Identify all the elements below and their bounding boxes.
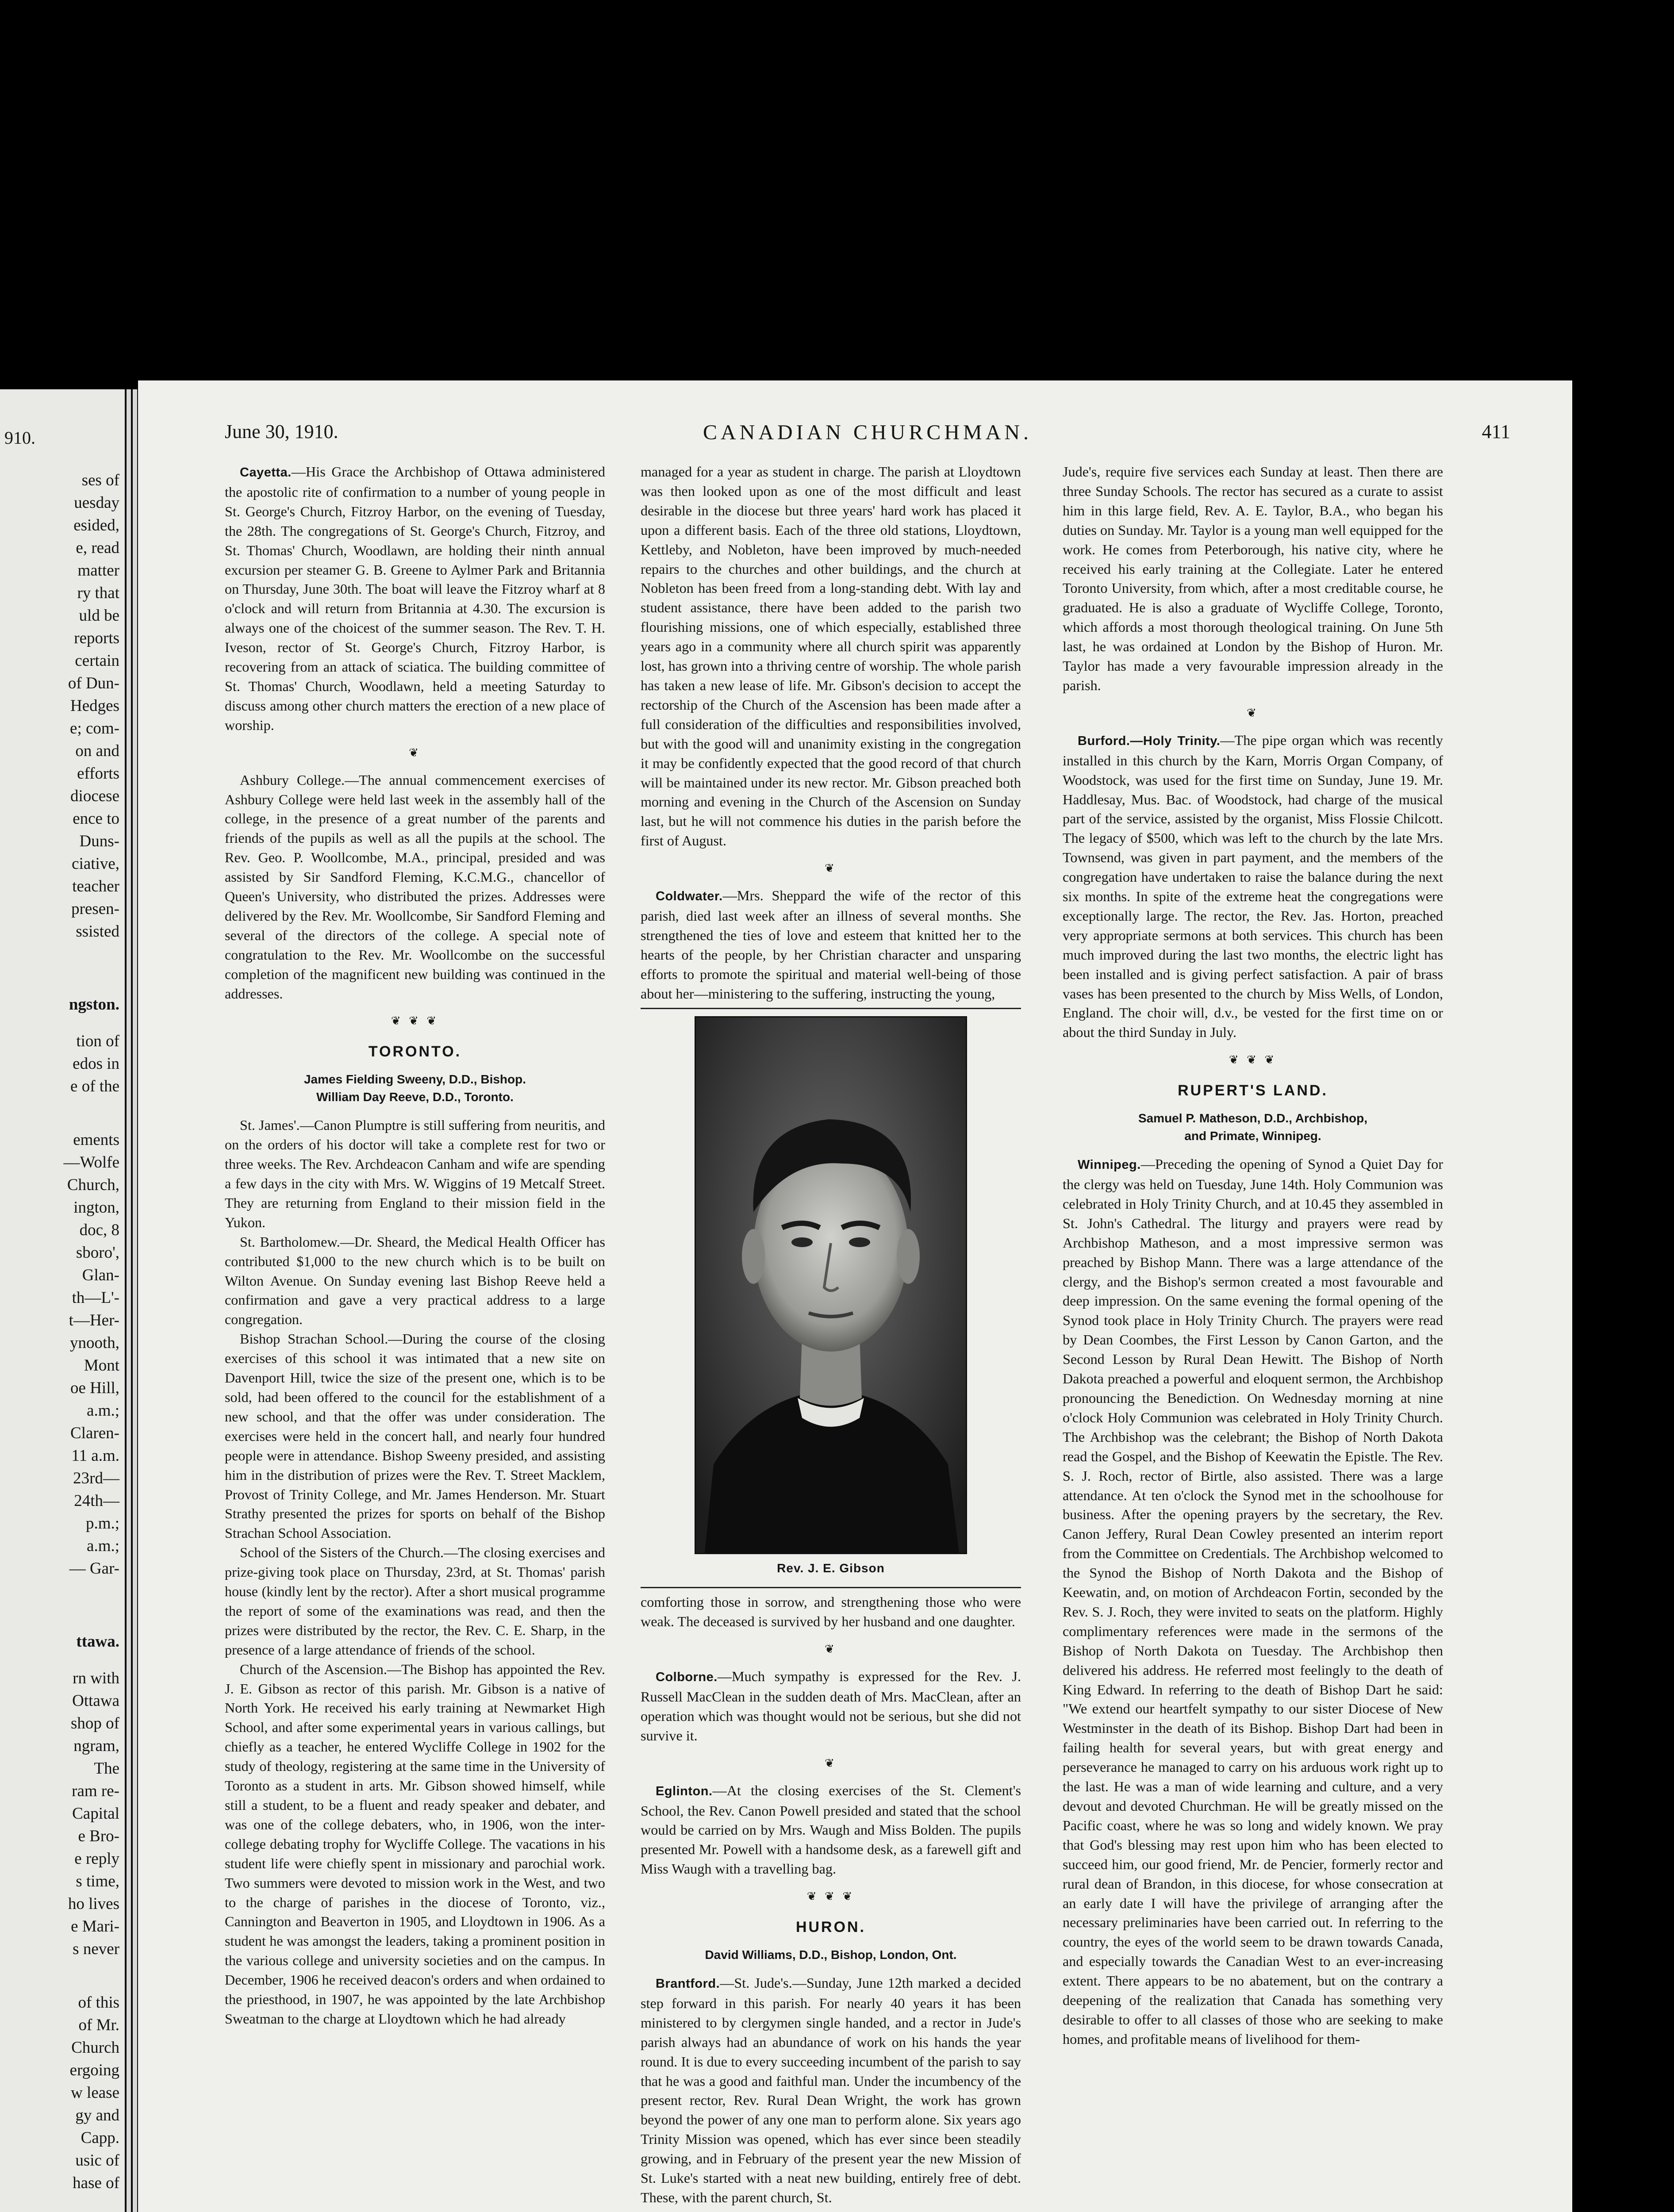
left-page-text-line: e, read — [76, 539, 119, 557]
column-2 — [641, 462, 1021, 2212]
left-page-text-line: ements — [73, 1131, 119, 1149]
separator-ornament: ❦ — [825, 1756, 837, 1770]
separator-ornament: ❦ — [825, 1643, 837, 1656]
left-page-text-line: The — [94, 1759, 119, 1778]
article-coldwater-continued: comforting those in sorrow, and strengthening those who were weak. The deceased is survived by her husband and one daughter. — [641, 1594, 1021, 1630]
left-page-lines-e — [0, 1991, 125, 2194]
bishop-heading-toronto: James Fielding Sweeny, D.D., Bishop. William Day Reeve, D.D., Toronto. — [303, 1072, 526, 1104]
left-page-text-line: rn with — [73, 1669, 119, 1687]
left-page-text-line: of this — [78, 1993, 119, 2012]
separator-ornament: ❦ — [1247, 706, 1259, 719]
left-page-text-line: ciative, — [72, 855, 119, 873]
left-page-text-line: p.m.; — [85, 1514, 119, 1532]
page-gutter — [125, 389, 138, 2212]
left-page-lines-d — [0, 1667, 125, 1960]
left-page-lines-c — [0, 1129, 125, 1580]
article-bishop-strachan-school: Bishop Strachan School.—During the course of the closing exercises of this school it was intimated that a new site on Davenport Hill, twice the size of the present one, which is to be sold, had been offered to the council for the establishment of a new school, and that the offer was under consideration. The exercises were held in the concert hall, and nearly four hundred people were in attendance. Bishop Sweeny presided, and assisting him in the distribution of prizes were the Rev. T. Street Macklem, Provost of Trinity College, and Mr. James Henderson. Mr. Stuart Strathy presented the prizes for sports on behalf of the Bishop Strachan School Association. — [225, 1331, 605, 1541]
left-page-text-line: shop of — [71, 1714, 119, 1732]
left-page-text-line: Capp. — [81, 2129, 119, 2147]
left-page-text-line: — Gar- — [69, 1559, 119, 1578]
left-page-text-line: uesday — [74, 494, 119, 512]
article-eglinton: Eglinton.—At the closing exercises of the St. Clement's School, the Rev. Canon Powell presided and stated that the school would be carried on by Mrs. Waugh and Miss Bolden. The pupils presented Mr. Powell with a handsome desk, as a farewell gift and Miss Waugh with a travelling bag. — [641, 1782, 1021, 1877]
left-page-lines-b — [0, 1030, 125, 1098]
left-page-text-line: certain — [75, 652, 119, 670]
left-page-text-line: reports — [74, 629, 119, 647]
left-page-text-line: ses of — [81, 471, 119, 489]
article-coldwater: Coldwater.—Mrs. Sheppard the wife of the rector of this parish, died last week after an illness of several months. She strengthened the ties of love and esteem that knitted her to the hearts of the people, by her Christian character and unsparing efforts to promote the spiritual and material well-being of those about her—ministering to the suffering, instructing the young, — [641, 887, 1021, 1002]
article-sisters-of-the-church: School of the Sisters of the Church.—The closing exercises and prize-giving took place on Thursday, 23rd, at St. Thomas' parish house (kindly lent by the rector). After a short musical programme the report of some of the examinations was read, and then the prizes were distributed by the rector, the Rev. C. E. Sharp, in the presence of a large attendance of friends of the school. — [225, 1544, 605, 1658]
separator-ornament: ❦ — [409, 746, 421, 759]
header-page-number: 411 — [1482, 421, 1510, 442]
article-brantford-continued: Jude's, require five services each Sunday at least. Then there are three Sunday Schools. The rector has secured as a curate to assist him in this large field, Rev. A. E. Taylor, B.A., who began his duties on Sunday. Mr. Taylor is a young man well equipped for the work. He comes from Peterborough, his native city, where he received his early training at the Collegiate. Later he entered Toronto University, from which, after a most creditable course, he graduated. He is also a graduate of Wycliffe College, Toronto, which affords a most thorough theological training. On June 5th last, he was ordained at London by the Bishop of Huron. Mr. Taylor has made a very favourable impression already in the parish. — [1063, 464, 1443, 693]
left-page-text-line: e reply — [74, 1850, 119, 1868]
left-page-text-line: matter — [77, 561, 119, 580]
gutter-rule-right — [133, 389, 137, 2212]
left-page-text-line: esided, — [73, 516, 119, 534]
article-st-james: St. James'.—Canon Plumptre is still suffering from neuritis, and on the orders of his doctor will take a complete rest for two or three weeks. The Rev. Archdeacon Canham and wife are spending a few days in the city with Mrs. W. Wiggins of 19 Metcalf Street. They are returning from England to their mission field in the Yukon. — [225, 1117, 605, 1230]
left-page-text-line: Capital — [72, 1805, 119, 1823]
left-page-text-line: ence to — [73, 810, 119, 828]
bishop-heading-ruperts-land: Samuel P. Matheson, D.D., Archbishop, and Primate, Winnipeg. — [1138, 1111, 1368, 1143]
left-page-text-line: presen- — [71, 900, 119, 918]
left-page-text-line: ington, — [73, 1198, 119, 1217]
portrait-illustration — [696, 1018, 966, 1553]
left-page-text-line: e Mari- — [71, 1917, 119, 1936]
left-page-text-line: e Bro- — [78, 1827, 119, 1845]
left-page-text-line: t—Her- — [69, 1311, 119, 1329]
article-burford: Burford.—Holy Trinity.—The pipe organ which was recently installed in this church by the Karn, Morris Organ Company, of Woodstock, was used for the first time on Sunday, June 19. Mr. Haddlesay, Mus. Bac. of Woodstock, had charge of the musical part of the service, assisted by the organist, Miss Flossie Chilcott. The legacy of $500, which was left to the church by the late Mrs. Townsend, was given in part payment, and the members of the congregation have undertaken to raise the balance during the next six months. In spite of the extreme heat the congregations were exceptionally large. The rector, the Rev. Jas. Horton, preached very appropriate sermons at both services. This church has been much improved during the last two months, the electric light has been installed and is giving perfect satisfaction. A pair of brass vases has been presented to the church by Miss Wells, of London, England. The choir will, d.v., be vested for the first time on or about the third Sunday in July. — [1063, 732, 1443, 1041]
left-page-text-line: Duns- — [79, 832, 119, 850]
left-page-text-line: on and — [75, 742, 119, 760]
left-page-year: 910. — [4, 428, 35, 448]
left-page-text-line: teacher — [72, 877, 119, 895]
left-page-text-line: of Mr. — [78, 2016, 119, 2034]
article-cayetta: Cayetta.—His Grace the Archbishop of Ottawa administered the apostolic rite of confirmation to a number of young people in St. George's Church, Fitzroy Harbor, on the evening of Tuesday, the 28th. The congregations of St. George's Church, Fitzroy, and St. Thomas' Church, Woodlawn, are holding their ninth annual excursion per steamer G. B. Greene to Aylmer Park and Britannia on Thursday, June 30th. The boat will leave the Fitzroy wharf at 8 o'clock and will return from Britannia at 4.30. The excursion is always one of the choicest of the summer season. The Rev. T. H. Iveson, rector of St. George's Church, Fitzroy Harbor, is recovering from an attack of sciatica. The building committee of St. Thomas' Church, Woodlawn, held a meeting Saturday to discuss among other church matters the erection of a new place of worship. — [225, 464, 605, 733]
article-brantford: Brantford.—St. Jude's.—Sunday, June 12th marked a decided step forward in this parish. For nearly 40 years it has been ministered to by clergymen single handed, and a rector in Jude's parish always had an abundance of work on his hands the year round. It is due to every succeeding incumbent of the parish to say that he was a good and faithful man. Under the incumbency of the present rector, Rev. Rural Dean Wright, the work has grown beyond the power of any one man to perform alone. Six years ago Trinity Mission was opened, which has ever since been steadily growing, and in February of the present year the new Mission of St. Luke's started with a neat new building, entirely free of debt. These, with the parent church, St. — [641, 1974, 1021, 2205]
separator-ornament: ❦ — [825, 862, 837, 875]
header-date: June 30, 1910. — [225, 421, 338, 442]
column-3 — [1063, 462, 1443, 2212]
left-page-text-line: 23rd— — [73, 1469, 119, 1487]
section-heading-toronto: TORONTO. — [368, 1043, 462, 1060]
section-heading-huron: HURON. — [795, 1919, 866, 1936]
left-page-lines-a — [0, 469, 125, 943]
article-ascension-continued: managed for a year as student in charge. The parish at Lloydtown was then looked upon as one of the most difficult and least desirable in the diocese but three years' hard work has placed it upon a different basis. Each of the three old stations, Lloydtown, Kettleby, and Nobleton, have been improved by much-needed repairs to the churches and other buildings, and the church at Nobleton has been freed from a long-standing debt. With lay and student assistance, there have been added to the parish two flourishing missions, one of which especially, established three years ago in a community where all church spirit was apparently lost, has grown into a thriving centre of worship. The whole parish has taken a new lease of life. Mr. Gibson's decision to accept the rectorship of the Church of the Ascension has been made after a full consideration of the difficulties and responsibilities involved, but with the good will and unanimity existing in the congregation it may be confidently expected that the good record of that church will be maintained under its new rector. Mr. Gibson preached both morning and evening in the Church of the Ascension on Sunday last, but he will not commence his duties in the parish before the first of August. — [641, 464, 1021, 849]
portrait-photo — [695, 1016, 967, 1554]
left-page-text-line: ngram, — [73, 1737, 119, 1755]
left-page-text-line: Church, — [67, 1176, 119, 1194]
divider-line — [641, 1008, 1021, 1009]
newspaper-page — [138, 380, 1572, 2212]
separator-triple: ❦ ❦ ❦ — [806, 1890, 855, 1903]
left-page-text-line: —Wolfe — [63, 1153, 119, 1171]
portrait-caption: Rev. J. E. Gibson — [777, 1561, 885, 1575]
left-page-text-line: 24th— — [74, 1492, 119, 1510]
left-page-text-line: e; com- — [70, 719, 119, 737]
left-page-text-line: uld be — [79, 607, 119, 625]
left-page-text-line: gy and — [75, 2106, 119, 2124]
left-page-text-line: diocese — [70, 787, 119, 805]
left-page-text-line: ho lives — [68, 1895, 119, 1913]
left-page-text-line: a.m.; — [87, 1537, 119, 1555]
header-title: CANADIAN CHURCHMAN. — [703, 421, 1033, 444]
article-church-of-ascension: Church of the Ascension.—The Bishop has appointed the Rev. J. E. Gibson as rector of this parish. Mr. Gibson is a native of North York. He received his early training at Newmarket High School, and after some experimental years in various callings, but chiefly as a teacher, he entered Wycliffe College in 1902 for the study of theology, registering at the same time in the University of Toronto as a student in arts. Mr. Gibson showed himself, while still a student, to be a fluent and ready speaker and debater, and was one of the college debaters, who, in 1906, won the inter-college debating trophy for Wycliffe College. The vacations in his student life were chiefly spent in missionary and parochial work. Two summers were devoted to mission work in the West, and two to the charge of parishes in the diocese of Toronto, viz., Cannington and Beaverton in 1905, and Lloydtown in 1906. As a student he was amongst the leaders, taking a prominent position in the various college and university societies and on the campus. In December, 1906 he received deacon's orders and when ordained to the priesthood, in 1907, he was appointed by the late Archbishop Sweatman to the charge at Lloydtown which he had already — [225, 1661, 605, 2027]
left-adjacent-page — [0, 389, 125, 2212]
left-page-text-line: Hedges — [70, 697, 119, 715]
left-page-text-line: e of the — [70, 1077, 119, 1095]
article-ashbury-college: Ashbury College.—The annual commencement exercises of Ashbury College were held last week in the assembly hall of the college, in the presence of a great number of the parents and friends of the pupils as well as all the pupils at the school. The Rev. Geo. P. Woollcombe, M.A., principal, presided and was assisted by Sir Sandford Fleming, K.C.M.G., chancellor of Queen's University, who distributed the prizes. Addresses were delivered by the Rev. Mr. Woollcombe, Sir Sandford Fleming and several of the directors of the college. A special note of congratulation to the Rev. Mr. Woollcombe on the successful completion of the magnificent new building was continued in the addresses. — [225, 772, 605, 1002]
left-page-heading-kingston: ngston. — [69, 995, 119, 1014]
left-page-text-line: a.m.; — [87, 1402, 119, 1420]
left-page-text-line: sboro', — [76, 1244, 119, 1262]
left-page-text-line: ram re- — [72, 1782, 119, 1800]
page-header — [225, 420, 1510, 451]
left-page-text-line: Claren- — [70, 1424, 119, 1442]
left-page-text-line: oe Hill, — [70, 1379, 119, 1397]
left-page-text-line: s never — [73, 1940, 119, 1958]
gutter-rule-left — [127, 389, 131, 2212]
left-page-text-line: w lease — [71, 2084, 119, 2102]
left-page-text-line: th—L'- — [72, 1289, 119, 1307]
left-page-text-line: of Dun- — [68, 674, 119, 692]
left-page-text-line: hase of — [73, 2174, 119, 2192]
separator-triple: ❦ ❦ ❦ — [1229, 1053, 1277, 1067]
column-1 — [225, 462, 605, 2212]
left-page-text-line: s time, — [76, 1872, 119, 1890]
left-page-text-line: tion of — [76, 1032, 119, 1050]
left-page-heading-ottawa: ttawa. — [76, 1632, 119, 1651]
bishop-heading-huron: David Williams, D.D., Bishop, London, Ont. — [705, 1947, 957, 1962]
left-page-text-line: Glan- — [82, 1266, 119, 1284]
left-page-text-line: efforts — [77, 764, 119, 783]
left-page-text-line: Ottawa — [72, 1692, 119, 1710]
left-page-text-line: usic of — [75, 2151, 119, 2170]
left-page-text-line: Church — [71, 2039, 119, 2057]
left-page-text-line: Mont — [84, 1356, 119, 1375]
article-winnipeg: Winnipeg.—Preceding the opening of Synod a Quiet Day for the clergy was held on Tuesday, June 14th. Holy Communion was celebrated in Holy Trinity Church, and at 10.45 they assembled in St. John's Cathedral. The liturgy and prayers were read by Archbishop Matheson, and a most impressive sermon was preached by Bishop Mann. There was a large attendance of the clergy, and the Bishop's sermon created a most favourable and deep impression. On the same evening the formal opening of the Synod took place in Holy Trinity Church. The prayers were read by Dean Coombes, the First Lesson by Canon Garton, and the Second Lesson by Rural Dean Hewitt. The Bishop of North Dakota preached a powerful and eloquent sermon, the Archbishop pronouncing the Benediction. On Wednesday morning at nine o'clock Holy Communion was celebrated in Holy Trinity Church. The Archbishop was the celebrant; the Bishop of North Dakota read the Gospel, and the Bishop of Keewatin the Epistle. The Rev. S. J. Roch, rector of Birtle, also assisted. There was a large attendance. At ten o'clock the Synod met in the schoolhouse for business. After the opening prayers by the secretary, the Rev. Canon Jeffery, Rural Dean Cowley presented an interim report from the Committee on Credentials. The Archbishop welcomed to the Synod the Bishop of North Dakota and the Bishop of Keewatin, and, on motion of Archdeacon Fortin, seconded by the Rev. S. J. Roch, they were invited to seats on the platform. Highly complimentary references were made in the sermons of the Bishop of North Dakota on Tuesday. The Archbishop then delivered his address. He referred most feelingly to the death of King Edward. In referring to the death of Bishop Dart he said: "We extend our heartfelt sympathy to our sister Diocese of New Westminster in the death of its Bishop. Bishop Dart had been in failing health for several years, but with great energy and perseverance he managed to carry on his arduous work right up to the last. He was a man of wide learning and culture, and a very devout and devoted Churchman. He will be greatly missed on the Pacific coast, where he was so long and widely known. We pray that God's blessing may rest upon him who has been elected to succeed him, our good friend, Mr. de Pencier, formerly rector and rural dean of Brandon, in this diocese, for whose consecration at an early date I will have the privilege of arranging after the necessary preliminaries have been carried out. In referring to the country, the eyes of the world seem to be drawn towards Canada, and especially towards the Canadian West to an ever-increasing extent. There appears to be no abatement, but on the contrary a deepening of the realization that Canada has something very desirable to offer to all classes of those who are seeking to make homes, and profitable means of livelihood for them- — [1063, 1156, 1443, 2047]
left-page-text-line: ry that — [77, 584, 119, 602]
left-page-text-line: ssisted — [76, 922, 119, 941]
left-page-text-line: ergoing — [69, 2061, 119, 2079]
left-page-text-line: 11 a.m. — [71, 1447, 119, 1465]
article-st-bartholomew: St. Bartholomew.—Dr. Sheard, the Medical Health Officer has contributed $1,000 to the new church which is to be built on Wilton Avenue. On Sunday evening last Bishop Reeve held a confirmation and gave a very practical address to a large congregation. — [225, 1233, 605, 1328]
separator-triple: ❦ ❦ ❦ — [391, 1014, 439, 1028]
divider-line — [641, 1587, 1021, 1588]
left-page-text-line: ynooth, — [69, 1334, 119, 1352]
section-heading-ruperts-land: RUPERT'S LAND. — [1178, 1082, 1328, 1099]
left-page-text-line: doc, 8 — [79, 1221, 119, 1239]
left-page-text-line: edos in — [73, 1055, 119, 1073]
article-colborne: Colborne.—Much sympathy is expressed for the Rev. J. Russell MacClean in the sudden death of Mrs. MacClean, after an operation which was thought would not be serious, but she did not survive it. — [641, 1668, 1021, 1743]
